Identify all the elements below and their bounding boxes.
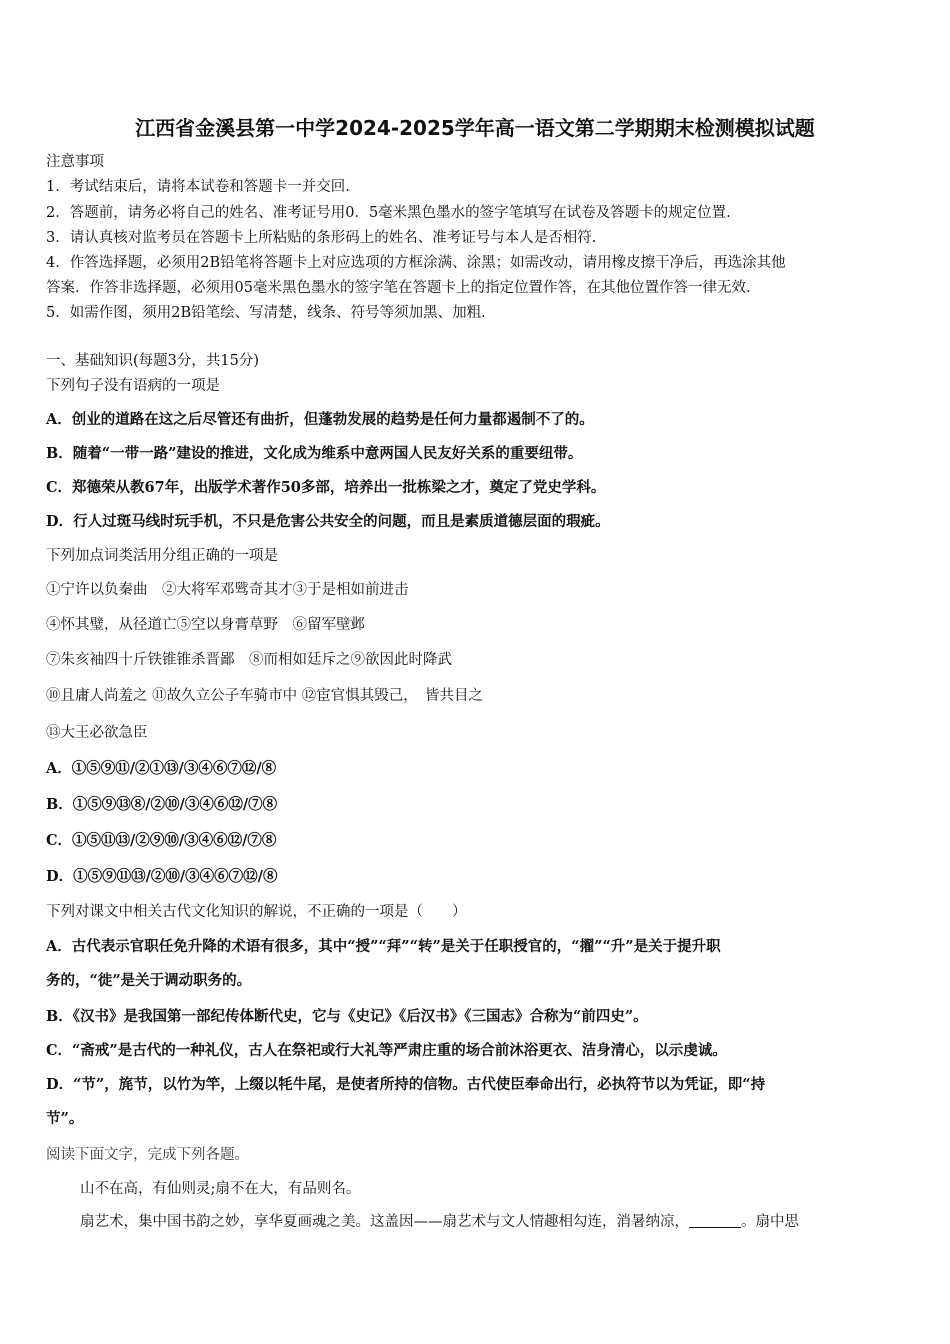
notice-item: 5．如需作图，须用2B铅笔绘、写清楚，线条、符号等须加黑、加粗. [46, 305, 486, 321]
question-option: B．《汉书》是我国第一部纪传体断代史，它与《史记》《后汉书》《三国志》合称为“前四史”。 [46, 1008, 648, 1025]
notice-item: 1．考试结束后，请将本试卷和答题卡一并交回. [46, 179, 350, 195]
question-line: ⑦朱亥袖四十斤铁锥锥杀晋鄙 ⑧而相如廷斥之⑨欲因此时降武 [46, 652, 452, 668]
question-line: ⑩且庸人尚羞之 ⑪故久立公子车骑市中 ⑫宦官惧其毁己， 皆共目之 [46, 688, 483, 704]
notice-item: 答案．作答非选择题，必须用05毫米黑色墨水的签字笔在答题卡上的指定位置作答，在其他位置作答一律无效. [46, 280, 751, 296]
section-heading: 一、基础知识(每题3分，共15分) [46, 353, 259, 369]
question-option: B．随着“一带一路”建设的推进，文化成为维系中意两国人民友好关系的重要纽带。 [46, 445, 583, 462]
question-stem: 下列句子没有语病的一项是 [46, 378, 220, 394]
notice-item: 3．请认真核对监考员在答题卡上所粘贴的条形码上的姓名、准考证号与本人是否相符. [46, 230, 597, 246]
question-line: ①宁许以负秦曲 ②大将军邓骘奇其才③于是相如前进击 [46, 582, 409, 598]
question-line: ⑬大王必欲急臣 [46, 725, 148, 741]
question-option: D．“节”，旄节，以竹为竿，上缀以牦牛尾，是使者所持的信物。古代使臣奉命出行，必执符节以为凭证，即“持 [46, 1076, 766, 1093]
question-option: D．行人过斑马线时玩手机，不只是危害公共安全的问题，而且是素质道德层面的瑕疵。 [46, 513, 610, 530]
reading-paragraph [80, 1212, 799, 1232]
page-title: 江西省金溪县第一中学2024-2025学年高一语文第二学期期末检测模拟试题 [135, 116, 815, 140]
question-line: ④怀其璧，从径道亡⑤空以身膏草野 ⑥留军壁邺 [46, 617, 365, 633]
question-option: A．①⑤⑨⑪/②①⑬/③④⑥⑦⑫/⑧ [46, 760, 277, 777]
question-option: C．郑德荣从教67年，出版学术著作50多部，培养出一批栋梁之才，奠定了党史学科。 [46, 479, 606, 496]
notice-item: 2．答题前，请务必将自己的姓名、准考证号用0．5毫米黑色墨水的签字笔填写在试卷及答题卡的规定位置. [46, 205, 731, 221]
notice-heading: 注意事项 [46, 154, 104, 170]
notice-item: 4．作答选择题，必须用2B铅笔将答题卡上对应选项的方框涂满、涂黑；如需改动，请用橡皮擦干净后，再选涂其他 [46, 255, 786, 271]
reading-paragraph-text: 。扇中思 [741, 1214, 799, 1230]
question-option: A．创业的道路在这之后尽管还有曲折，但蓬勃发展的趋势是任何力量都遏制不了的。 [46, 411, 594, 428]
question-option: C．①⑤⑪⑬/②⑨⑩/③④⑥⑫/⑦⑧ [46, 832, 277, 849]
question-option: C．“斋戒”是古代的一种礼仪，古人在祭祀或行大礼等严肃庄重的场合前沐浴更衣、洁身清心，以示虔诚。 [46, 1042, 727, 1059]
question-stem: 下列对课文中相关古代文化知识的解说，不正确的一项是（ ） [46, 904, 467, 920]
fill-blank [689, 1213, 741, 1228]
question-option: D．①⑤⑨⑪⑬/②⑩/③④⑥⑦⑫/⑧ [46, 868, 278, 885]
question-option: A．古代表示官职任免升降的术语有很多，其中“授”“拜”“转”是关于任职授官的，“擢”“升”是关于提升职 [46, 938, 721, 955]
reading-paragraph-text: 扇艺术，集中国书韵之妙，享华夏画魂之美。这盖因——扇艺术与文人情趣相勾连，消暑纳凉， [80, 1214, 689, 1230]
question-stem: 下列加点词类活用分组正确的一项是 [46, 548, 278, 564]
reading-intro: 阅读下面文字，完成下列各题。 [46, 1147, 249, 1163]
question-option: B．①⑤⑨⑬⑧/②⑩/③④⑥⑫/⑦⑧ [46, 796, 278, 813]
question-option: 节”。 [46, 1110, 84, 1127]
question-option: 务的，“徙”是关于调动职务的。 [46, 972, 252, 989]
reading-paragraph: 山不在高，有仙则灵;扇不在大，有品则名。 [80, 1181, 361, 1197]
